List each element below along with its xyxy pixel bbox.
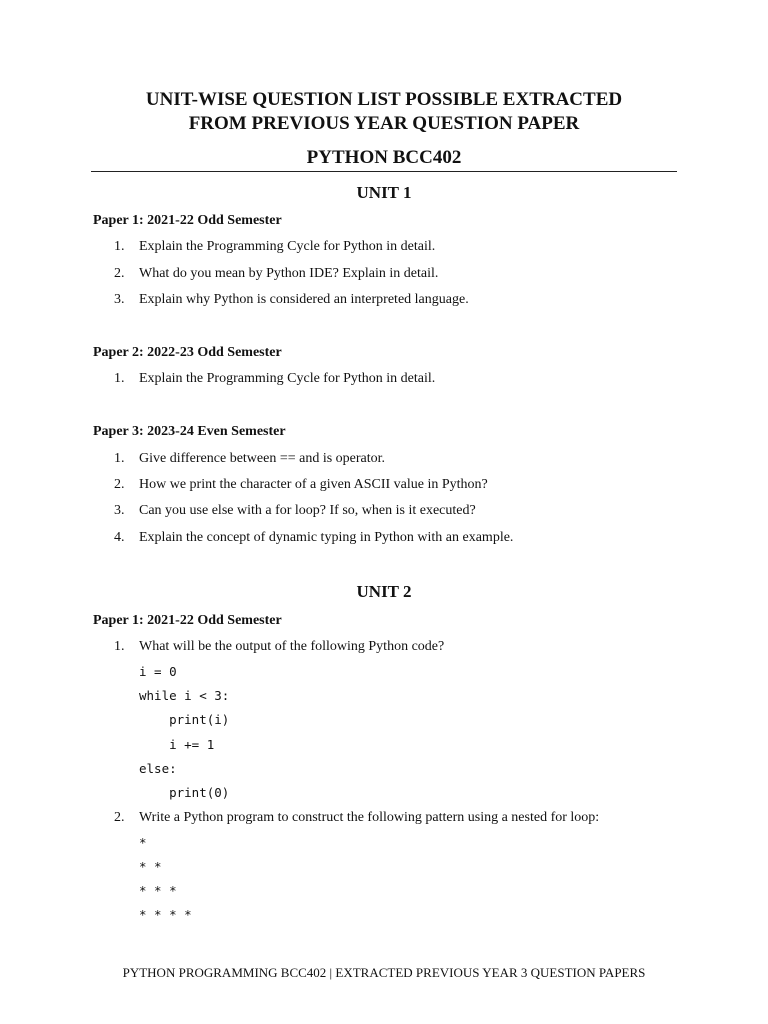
pattern-line: * * — [139, 859, 162, 874]
unit-1-paper-3-label: Paper 3: 2023-24 Even Semester — [93, 424, 286, 439]
unit-1-paper-2-label: Paper 2: 2022-23 Odd Semester — [93, 345, 282, 360]
code-line: i += 1 — [139, 737, 215, 752]
pattern-line: * — [139, 835, 147, 850]
unit-2-heading: UNIT 2 — [356, 582, 412, 601]
subject-heading: PYTHON BCC402 — [306, 147, 462, 168]
title-line-2: FROM PREVIOUS YEAR QUESTION PAPER — [188, 113, 580, 134]
page-footer: PYTHON PROGRAMMING BCC402 | EXTRACTED PREVIOUS YEAR 3 QUESTION PAPERS — [122, 965, 646, 980]
header-divider — [91, 171, 677, 172]
unit-1-paper-1-label: Paper 1: 2021-22 Odd Semester — [93, 213, 282, 228]
title-line-1: UNIT-WISE QUESTION LIST POSSIBLE EXTRACTED — [145, 89, 623, 110]
pattern-line: * * * — [139, 883, 177, 898]
unit-2-paper-1-label: Paper 1: 2021-22 Odd Semester — [93, 613, 282, 628]
unit-1-heading: UNIT 1 — [356, 183, 412, 202]
code-line: print(i) — [139, 712, 230, 727]
code-line: print(0) — [139, 785, 230, 800]
document-page: UNIT-WISE QUESTION LIST POSSIBLE EXTRACTED FROM PREVIOUS YEAR QUESTION PAPER PYTHON BCC402 UNIT 1 Paper 1: 2021-22 Odd Semester 1. Explain the Programming Cycle for Python in detail. 2. What do you mean by Python IDE? Explain in detail. 3. Explain why Python is considered an interpreted language. Paper 2: 2022-23 Odd Semester 1. Explain the Programming Cycle for Python in detail. Paper 3: 2023-24 Even Semester 1. Give difference between == and is operator. 2. How we print the character of a given ASCII value in Python? 3. Can you use else with a for loop? If so, when is it executed? 4. Explain the concept of dynamic typing in Python with an example. UNIT 2 Paper 1: 2021-22 Odd Semester 1. What will be the output of the following Python code? i = 0 while i < 3: print(i) i += 1 else: print(0) 2. Write a Python program to construct the following pattern using a nested for loop: * * * * * * * * * * PYTHON PROGRAMMING BCC402 | EXTRACTED PREVIOUS YEAR 3 QUESTION PAPERS — [0, 0, 768, 1024]
document-title — [80, 88, 688, 136]
code-line: i = 0 — [139, 664, 177, 679]
pattern-line: * * * * — [139, 907, 192, 922]
code-line: while i < 3: — [139, 688, 230, 703]
code-line: else: — [139, 761, 177, 776]
